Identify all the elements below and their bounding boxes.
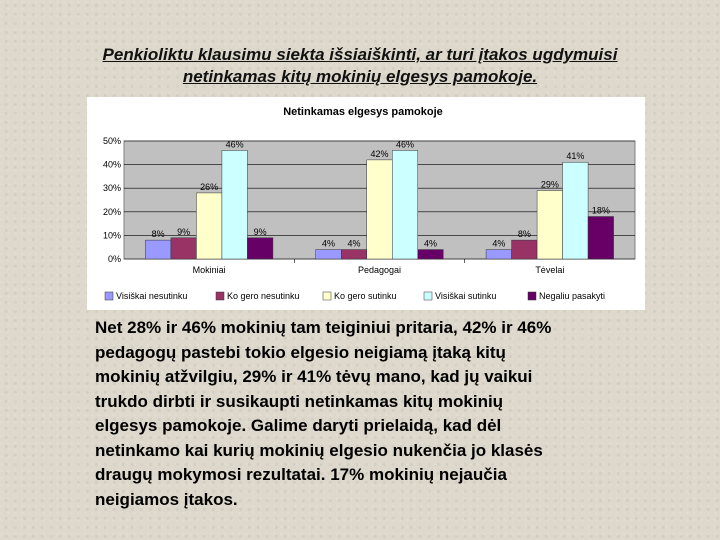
bar xyxy=(563,162,589,259)
data-label: 8% xyxy=(517,229,531,240)
bar xyxy=(537,191,563,259)
bar xyxy=(145,240,171,259)
y-tick-label: 10% xyxy=(102,230,121,241)
data-label: 29% xyxy=(540,179,559,190)
body-line: netinkamo kai kurių mokinių elgesio nukenčia jo klasės xyxy=(95,440,543,460)
legend-label: Ko gero nesutinku xyxy=(227,291,300,301)
y-tick-label: 50% xyxy=(102,136,121,146)
legend-label: Visiškai sutinku xyxy=(435,291,497,301)
bar xyxy=(247,238,273,259)
legend-swatch xyxy=(424,292,432,300)
data-label: 8% xyxy=(151,229,165,240)
bar xyxy=(222,150,248,259)
bar-chart-svg xyxy=(87,97,645,310)
body-line: pedagogų pastebi tokio elgesio neigiamą įtaką kitų xyxy=(95,342,506,362)
y-tick-label: 40% xyxy=(102,159,121,170)
bar xyxy=(196,193,222,259)
bar xyxy=(341,250,367,259)
bar xyxy=(588,217,614,259)
bar xyxy=(367,160,393,259)
heading-line-1: Penkioliktu klausimu siekta išsiaiškinti, ar turi įtakos ugdymuisi xyxy=(102,45,618,64)
data-label: 4% xyxy=(347,238,361,249)
body-line: neigiamos įtakos. xyxy=(95,489,238,509)
data-label: 4% xyxy=(423,238,438,249)
chart-title: Netinkamas elgesys pamokoje xyxy=(283,106,443,118)
body-line: draugų mokymosi rezultatai. 17% mokinių nejaučia xyxy=(95,465,507,484)
body-line: trukdo dirbti ir susikaupti netinkamas kitų mokinių xyxy=(95,391,504,411)
data-label: 4% xyxy=(492,238,506,249)
data-label: 41% xyxy=(566,151,585,162)
body-line: Net 28% ir 46% mokinių tam teiginiui pritaria, 42% ir 46% xyxy=(95,318,552,337)
data-label: 46% xyxy=(225,139,244,150)
data-label: 9% xyxy=(177,226,191,237)
x-tick-label: Pedagogai xyxy=(357,265,402,275)
data-label: 46% xyxy=(395,139,415,150)
data-label: 18% xyxy=(591,205,610,216)
legend-label: Negaliu pasakyti xyxy=(539,291,606,301)
legend-label: Ko gero sutinku xyxy=(334,291,397,301)
y-tick-label: 0% xyxy=(107,254,121,264)
x-tick-label: Mokiniai xyxy=(192,265,226,275)
legend-swatch xyxy=(323,292,331,300)
data-label: 26% xyxy=(200,181,219,192)
slide-heading xyxy=(40,44,680,88)
bar xyxy=(418,250,444,259)
heading-line-2: netinkamas kitų mokinių elgesys pamokoje. xyxy=(182,67,538,86)
body-line: elgesys pamokoje. Galime daryti prielaidą, kad dėl xyxy=(95,416,502,435)
bar-chart xyxy=(87,97,645,310)
bar xyxy=(392,150,418,259)
body-paragraph xyxy=(95,316,655,512)
data-label: 42% xyxy=(370,148,389,159)
data-label: 9% xyxy=(253,226,267,237)
y-tick-label: 30% xyxy=(102,183,121,194)
legend-label: Visiškai nesutinku xyxy=(116,291,188,301)
body-line: mokinių atžvilgiu, 29% ir 41% tėvų mano, kad jų vaikui xyxy=(95,367,533,386)
legend-swatch xyxy=(216,292,224,300)
data-label: 4% xyxy=(321,238,336,249)
x-tick-label: Tėvelai xyxy=(535,265,565,275)
bar xyxy=(171,238,197,259)
bar xyxy=(486,250,512,259)
legend-swatch xyxy=(528,292,536,300)
legend-swatch xyxy=(105,292,113,300)
bar xyxy=(316,250,342,259)
y-tick-label: 20% xyxy=(102,206,121,217)
bar xyxy=(512,240,538,259)
